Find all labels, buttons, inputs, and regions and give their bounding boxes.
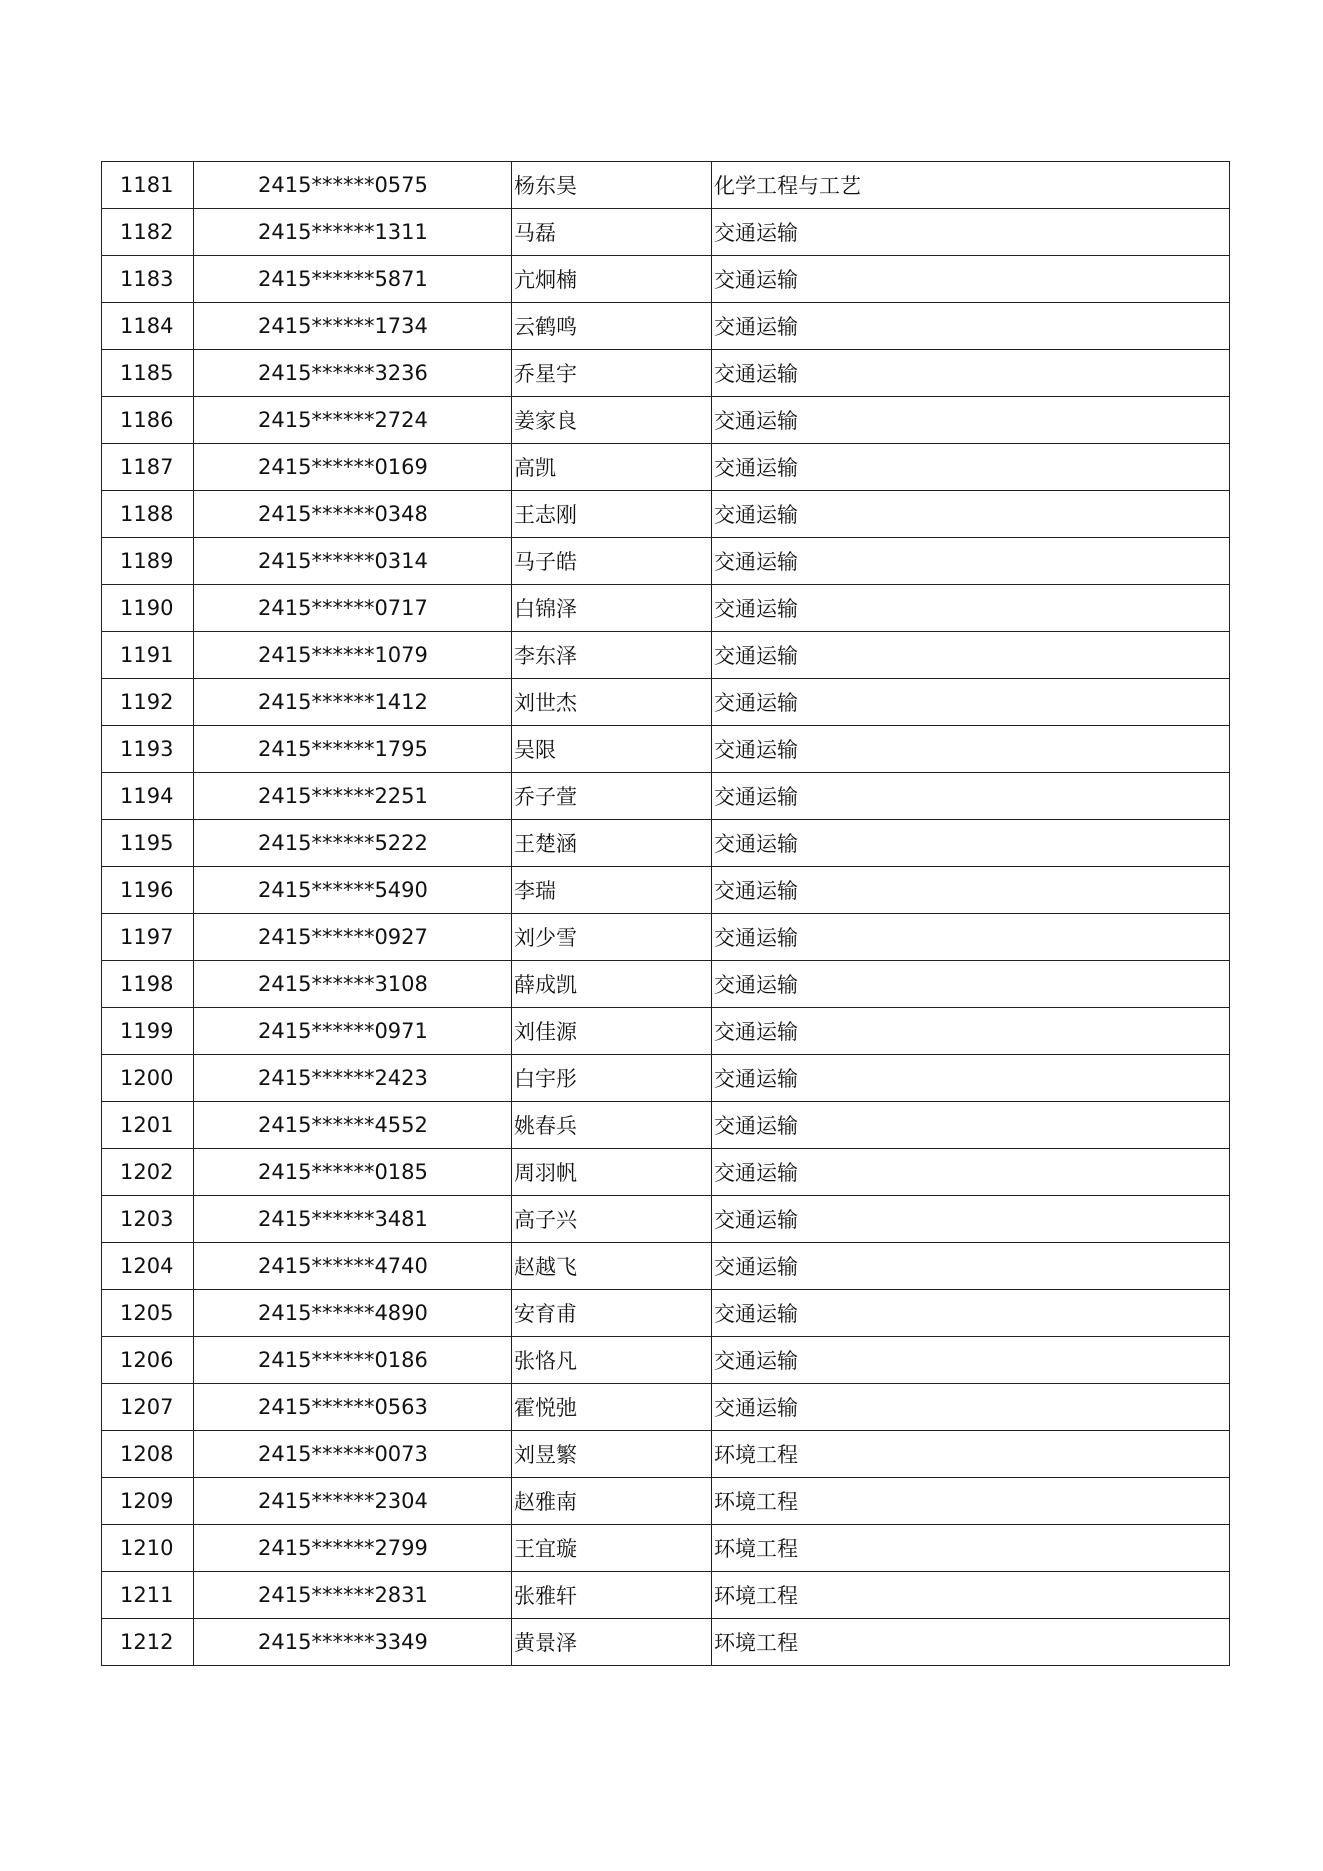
table-row <box>102 1572 1230 1619</box>
student-name-cell: 高凯 <box>512 444 712 491</box>
student-name-cell: 刘昱繁 <box>512 1431 712 1478</box>
student-id-cell: 2415******0169 <box>194 444 512 491</box>
major-cell: 交通运输 <box>712 914 1230 961</box>
student-name-cell: 刘世杰 <box>512 679 712 726</box>
table-row <box>102 961 1230 1008</box>
serial-number-cell: 1210 <box>102 1525 194 1572</box>
serial-number-cell: 1199 <box>102 1008 194 1055</box>
student-name-cell: 乔子萱 <box>512 773 712 820</box>
student-name-cell: 马磊 <box>512 209 712 256</box>
student-id-cell: 2415******3349 <box>194 1619 512 1666</box>
major-cell: 交通运输 <box>712 491 1230 538</box>
student-id-cell: 2415******2724 <box>194 397 512 444</box>
major-cell: 交通运输 <box>712 867 1230 914</box>
student-name-cell: 王宜璇 <box>512 1525 712 1572</box>
table-row <box>102 820 1230 867</box>
student-id-cell: 2415******0575 <box>194 162 512 209</box>
table-row <box>102 914 1230 961</box>
student-id-cell: 2415******5490 <box>194 867 512 914</box>
student-id-cell: 2415******0348 <box>194 491 512 538</box>
table-row <box>102 303 1230 350</box>
serial-number-cell: 1188 <box>102 491 194 538</box>
serial-number-cell: 1208 <box>102 1431 194 1478</box>
serial-number-cell: 1203 <box>102 1196 194 1243</box>
major-cell: 交通运输 <box>712 632 1230 679</box>
table-row <box>102 773 1230 820</box>
major-cell: 交通运输 <box>712 397 1230 444</box>
roster-table-body <box>102 162 1230 1666</box>
table-row <box>102 726 1230 773</box>
major-cell: 交通运输 <box>712 726 1230 773</box>
table-row <box>102 256 1230 303</box>
serial-number-cell: 1206 <box>102 1337 194 1384</box>
serial-number-cell: 1207 <box>102 1384 194 1431</box>
table-row <box>102 1478 1230 1525</box>
serial-number-cell: 1193 <box>102 726 194 773</box>
table-row <box>102 585 1230 632</box>
table-row <box>102 350 1230 397</box>
student-id-cell: 2415******5222 <box>194 820 512 867</box>
student-id-cell: 2415******1311 <box>194 209 512 256</box>
major-cell: 交通运输 <box>712 773 1230 820</box>
student-id-cell: 2415******1412 <box>194 679 512 726</box>
student-id-cell: 2415******2304 <box>194 1478 512 1525</box>
student-id-cell: 2415******2423 <box>194 1055 512 1102</box>
student-name-cell: 刘佳源 <box>512 1008 712 1055</box>
serial-number-cell: 1192 <box>102 679 194 726</box>
table-row <box>102 1619 1230 1666</box>
student-name-cell: 姚春兵 <box>512 1102 712 1149</box>
student-id-cell: 2415******3108 <box>194 961 512 1008</box>
table-row <box>102 1008 1230 1055</box>
serial-number-cell: 1189 <box>102 538 194 585</box>
serial-number-cell: 1183 <box>102 256 194 303</box>
student-id-cell: 2415******5871 <box>194 256 512 303</box>
major-cell: 交通运输 <box>712 1102 1230 1149</box>
table-row <box>102 1196 1230 1243</box>
major-cell: 交通运输 <box>712 303 1230 350</box>
table-row <box>102 538 1230 585</box>
table-row <box>102 397 1230 444</box>
serial-number-cell: 1196 <box>102 867 194 914</box>
table-row <box>102 679 1230 726</box>
student-name-cell: 白锦泽 <box>512 585 712 632</box>
student-name-cell: 乔星宇 <box>512 350 712 397</box>
student-id-cell: 2415******0563 <box>194 1384 512 1431</box>
serial-number-cell: 1185 <box>102 350 194 397</box>
student-name-cell: 李瑞 <box>512 867 712 914</box>
major-cell: 交通运输 <box>712 585 1230 632</box>
major-cell: 交通运输 <box>712 820 1230 867</box>
table-row <box>102 1102 1230 1149</box>
serial-number-cell: 1190 <box>102 585 194 632</box>
table-row <box>102 1431 1230 1478</box>
serial-number-cell: 1197 <box>102 914 194 961</box>
major-cell: 交通运输 <box>712 1384 1230 1431</box>
serial-number-cell: 1184 <box>102 303 194 350</box>
student-name-cell: 薛成凯 <box>512 961 712 1008</box>
student-name-cell: 霍悦弛 <box>512 1384 712 1431</box>
serial-number-cell: 1204 <box>102 1243 194 1290</box>
table-row <box>102 632 1230 679</box>
student-name-cell: 赵越飞 <box>512 1243 712 1290</box>
student-id-cell: 2415******2251 <box>194 773 512 820</box>
major-cell: 交通运输 <box>712 1196 1230 1243</box>
student-name-cell: 安育甫 <box>512 1290 712 1337</box>
student-name-cell: 黄景泽 <box>512 1619 712 1666</box>
serial-number-cell: 1211 <box>102 1572 194 1619</box>
serial-number-cell: 1195 <box>102 820 194 867</box>
table-row <box>102 867 1230 914</box>
major-cell: 交通运输 <box>712 1008 1230 1055</box>
serial-number-cell: 1209 <box>102 1478 194 1525</box>
student-name-cell: 刘少雪 <box>512 914 712 961</box>
major-cell: 环境工程 <box>712 1619 1230 1666</box>
table-row <box>102 1055 1230 1102</box>
student-name-cell: 李东泽 <box>512 632 712 679</box>
major-cell: 交通运输 <box>712 444 1230 491</box>
serial-number-cell: 1182 <box>102 209 194 256</box>
serial-number-cell: 1186 <box>102 397 194 444</box>
serial-number-cell: 1200 <box>102 1055 194 1102</box>
major-cell: 交通运输 <box>712 256 1230 303</box>
student-name-cell: 马子皓 <box>512 538 712 585</box>
serial-number-cell: 1198 <box>102 961 194 1008</box>
student-id-cell: 2415******3236 <box>194 350 512 397</box>
student-id-cell: 2415******0186 <box>194 1337 512 1384</box>
student-name-cell: 亢炯楠 <box>512 256 712 303</box>
major-cell: 环境工程 <box>712 1431 1230 1478</box>
major-cell: 交通运输 <box>712 1243 1230 1290</box>
table-row <box>102 491 1230 538</box>
student-id-cell: 2415******0717 <box>194 585 512 632</box>
student-id-cell: 2415******2831 <box>194 1572 512 1619</box>
major-cell: 交通运输 <box>712 1290 1230 1337</box>
table-row <box>102 1337 1230 1384</box>
serial-number-cell: 1202 <box>102 1149 194 1196</box>
major-cell: 交通运输 <box>712 538 1230 585</box>
student-roster-table <box>101 161 1230 1666</box>
serial-number-cell: 1194 <box>102 773 194 820</box>
major-cell: 交通运输 <box>712 679 1230 726</box>
student-name-cell: 张恪凡 <box>512 1337 712 1384</box>
student-id-cell: 2415******1734 <box>194 303 512 350</box>
table-row <box>102 1384 1230 1431</box>
student-id-cell: 2415******4552 <box>194 1102 512 1149</box>
major-cell: 交通运输 <box>712 209 1230 256</box>
serial-number-cell: 1212 <box>102 1619 194 1666</box>
student-id-cell: 2415******4740 <box>194 1243 512 1290</box>
student-id-cell: 2415******0927 <box>194 914 512 961</box>
student-id-cell: 2415******2799 <box>194 1525 512 1572</box>
table-row <box>102 209 1230 256</box>
table-row <box>102 162 1230 209</box>
table-row <box>102 444 1230 491</box>
serial-number-cell: 1187 <box>102 444 194 491</box>
major-cell: 环境工程 <box>712 1525 1230 1572</box>
student-id-cell: 2415******0185 <box>194 1149 512 1196</box>
table-row <box>102 1525 1230 1572</box>
student-id-cell: 2415******1795 <box>194 726 512 773</box>
serial-number-cell: 1191 <box>102 632 194 679</box>
table-row <box>102 1243 1230 1290</box>
student-name-cell: 吴限 <box>512 726 712 773</box>
student-id-cell: 2415******1079 <box>194 632 512 679</box>
major-cell: 交通运输 <box>712 1055 1230 1102</box>
table-row <box>102 1290 1230 1337</box>
student-id-cell: 2415******0971 <box>194 1008 512 1055</box>
student-name-cell: 王楚涵 <box>512 820 712 867</box>
serial-number-cell: 1201 <box>102 1102 194 1149</box>
student-id-cell: 2415******3481 <box>194 1196 512 1243</box>
student-id-cell: 2415******4890 <box>194 1290 512 1337</box>
serial-number-cell: 1205 <box>102 1290 194 1337</box>
student-name-cell: 张雅轩 <box>512 1572 712 1619</box>
student-name-cell: 杨东昊 <box>512 162 712 209</box>
major-cell: 交通运输 <box>712 961 1230 1008</box>
student-name-cell: 云鹤鸣 <box>512 303 712 350</box>
student-id-cell: 2415******0073 <box>194 1431 512 1478</box>
table-row <box>102 1149 1230 1196</box>
student-name-cell: 白宇彤 <box>512 1055 712 1102</box>
major-cell: 交通运输 <box>712 1149 1230 1196</box>
major-cell: 交通运输 <box>712 350 1230 397</box>
student-id-cell: 2415******0314 <box>194 538 512 585</box>
major-cell: 化学工程与工艺 <box>712 162 1230 209</box>
major-cell: 环境工程 <box>712 1572 1230 1619</box>
student-name-cell: 赵雅南 <box>512 1478 712 1525</box>
major-cell: 交通运输 <box>712 1337 1230 1384</box>
major-cell: 环境工程 <box>712 1478 1230 1525</box>
student-name-cell: 姜家良 <box>512 397 712 444</box>
serial-number-cell: 1181 <box>102 162 194 209</box>
student-name-cell: 王志刚 <box>512 491 712 538</box>
student-name-cell: 周羽帆 <box>512 1149 712 1196</box>
student-name-cell: 高子兴 <box>512 1196 712 1243</box>
